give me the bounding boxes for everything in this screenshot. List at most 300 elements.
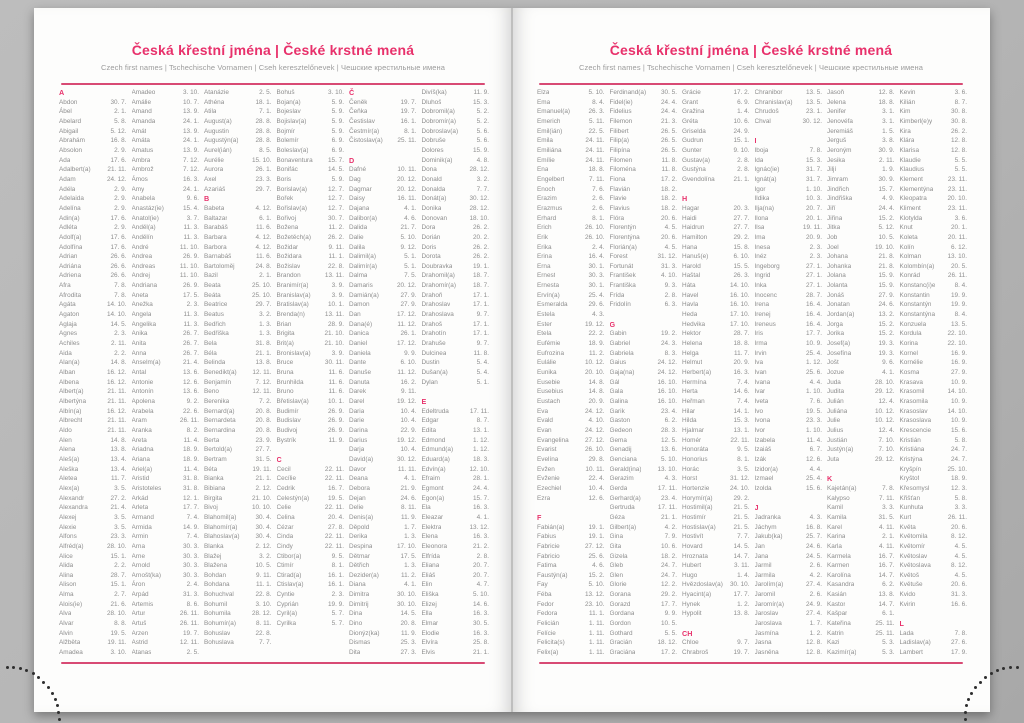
name-day-date: 14. 10. [106,301,127,309]
name-day-date: 19. 12. [584,320,605,328]
first-name: Hostimil(a) [682,504,713,512]
name-day-entry [610,629,678,639]
name-day-date: 22. 10. [947,330,967,338]
name-day-entry [204,127,272,137]
first-name: Bianka [204,475,224,483]
first-name: Hroznata [682,552,708,560]
name-day-entry [204,214,272,224]
name-day-date: 12. 3. [951,484,967,492]
first-name: Alida [59,562,74,570]
name-day-entry [900,136,968,146]
name-day-entry [132,368,200,378]
name-day-date: 28. 8. [255,127,272,135]
blank-row [682,619,750,629]
first-name: Dalimír(a) [349,262,378,270]
name-day-entry [204,378,272,388]
name-day-entry [132,194,200,204]
name-day-entry [349,619,417,629]
first-name: Deana [349,475,368,483]
page-title: Česká křestní jména | České krstné mená [131,42,415,58]
name-day-entry [537,349,605,359]
name-day-entry [132,474,200,484]
first-name: Cecil [276,465,291,473]
name-day-date: 29. 2. [733,494,750,502]
first-name: Albín(a) [59,407,82,415]
first-name: Gražina [682,108,705,116]
name-day-date: 5. 3. [882,639,895,647]
name-day-entry [59,648,127,658]
name-day-entry [900,358,968,368]
name-day-entry [277,204,345,214]
name-day-date: 26. 9. [183,282,199,290]
first-name: Fabricio [537,552,560,560]
first-name: Adelína [59,204,81,212]
name-day-date: 5. 5. [664,629,677,637]
name-day-entry [610,387,678,397]
name-day-date: 25. 11. [397,137,417,145]
first-name: Josef(a) [827,340,851,348]
name-day-date: 11. 10. [179,262,199,270]
name-day-date: 27. 4. [806,610,822,618]
name-day-entry [900,320,968,330]
name-day-date: 16. 11. [397,195,417,203]
name-day-date: 2. 2. [114,349,127,357]
name-day-entry [132,243,200,253]
first-name: Dorián [421,233,441,241]
name-day-entry [537,223,605,233]
first-name: Bohuslava [204,639,234,647]
name-day-entry [610,368,678,378]
name-day-entry [682,552,750,562]
name-day-date: 10. 5. [661,620,677,628]
name-day-entry [610,291,678,301]
name-day-entry [349,204,417,214]
first-name: Egon(a) [421,494,445,502]
name-day-date: 22. 11. [324,533,344,541]
name-day-entry [682,561,750,571]
name-day-date: 1. 10. [806,426,822,434]
name-day-entry [349,262,417,272]
first-name: Amy [131,185,145,193]
name-day-entry [755,426,823,436]
name-day-date: 12. 8. [806,649,822,657]
name-day-entry [537,397,605,407]
name-day-date: 11. 1. [255,581,272,589]
first-name: Denis(a) [349,513,374,521]
name-day-date: 15. 2. [878,320,895,328]
name-day-entry [537,590,605,600]
name-day-date: 13. 4. [110,465,127,473]
name-day-entry [422,358,490,368]
first-name: Božidar [276,243,299,251]
name-day-entry [900,648,968,658]
first-name: Kalypso [827,494,850,502]
first-name: Andrea [131,253,153,261]
name-day-entry [277,387,345,397]
name-day-date: 16. 12. [106,378,127,386]
name-day-date: 16. 2. [400,378,417,386]
name-day-entry [59,619,127,629]
name-day-date: 8. 1. [737,455,750,463]
first-name: Irma [754,340,768,348]
name-day-entry [900,600,968,610]
first-name: Irvin [754,349,767,357]
name-day-date: 7. 1. [259,108,272,116]
name-day-entry [59,638,127,648]
name-day-entry [827,127,895,137]
name-day-entry [610,436,678,446]
name-day-date: 4. 5. [954,552,967,560]
name-day-date: 27. 9. [878,291,895,299]
name-day-date: 22. 11. [324,475,344,483]
first-name: Kevin [899,89,916,96]
name-day-date: 18. 8. [588,166,605,174]
name-day-entry [277,98,345,108]
first-name: Jiljí [827,166,837,174]
name-day-date: 27. 1. [806,282,822,290]
first-name: Horác [682,465,700,473]
first-name: Dimitra [349,591,370,599]
name-day-entry [349,436,417,446]
first-name: Ariana [131,455,150,463]
name-day-date: 11. 7. [110,475,127,483]
name-day-date: 20. 10. [947,195,967,203]
first-name: Irena [754,301,770,309]
name-day-entry [422,484,490,494]
section-letter: I [754,136,757,146]
name-day-date: 24. 4. [661,108,677,116]
first-name: Adéla [59,185,76,193]
first-name: Cecílie [276,475,297,483]
name-day-entry [682,310,750,320]
first-name: Bohumila [204,610,231,618]
corner-dot [56,704,59,707]
first-name: Korina [899,340,918,348]
name-day-date: 17. 5. [183,291,199,299]
name-day-entry [827,358,895,368]
first-name: Květa [899,523,916,531]
name-day-entry [59,281,127,291]
name-day-entry [537,580,605,590]
first-name: Alma [59,591,74,599]
name-day-date: 17. 1. [473,301,489,309]
first-name: Ivona [754,417,771,425]
name-day-entry [204,117,272,127]
name-day-entry [537,320,605,330]
name-day-date: 1. 7. [809,620,822,628]
first-name: Hedvika [682,320,706,328]
name-day-entry [59,465,127,475]
first-name: Adelaida [59,195,84,203]
name-day-entry [610,523,678,533]
corner-dot [12,666,15,669]
name-day-date: 3. 1. [882,117,895,125]
name-day-date: 24. 12. [657,359,677,367]
first-name: Kornélie [899,359,923,367]
name-day-date: 26. 3. [588,108,605,116]
name-day-date: 6. 3. [664,301,677,309]
first-name: Gerda [609,484,628,492]
first-name: Florentýna [609,233,640,241]
first-name: Dana(é) [349,320,373,328]
name-day-date: 24. 1. [183,137,199,145]
name-day-date: 20. 3. [733,204,750,212]
name-day-entry [827,648,895,658]
name-day-entry [349,233,417,243]
name-day-entry [422,648,490,658]
first-name: Gina [609,533,623,541]
name-day-entry [132,638,200,648]
name-day-date: 14. 10. [947,407,967,415]
first-name: Břetislav(a) [276,398,309,405]
name-day-date: 11. 4. [183,436,199,444]
first-name: Brigita [276,330,295,338]
first-name: Hagar [682,204,700,212]
first-name: Emiliána [537,146,562,154]
name-day-entry [827,629,895,639]
section-letter: H [682,194,688,204]
name-day-date: 4. 4. [809,465,822,473]
name-day-entry [755,484,823,494]
name-day-entry [755,185,823,195]
first-name: Bystrík [276,436,297,444]
name-day-date: 19. 10. [874,243,895,251]
name-day-entry [900,368,968,378]
first-name: Honorius [682,455,708,463]
name-day-entry [204,339,272,349]
first-name: Alfons [59,533,77,541]
first-name: Filemon [609,117,633,125]
name-day-date: 5. 4. [476,359,489,367]
name-day-date: 4. 12. [255,204,272,212]
name-day-entry [204,638,272,648]
name-day-date: 16. 12. [106,369,127,377]
name-day-date: 22. 2. [588,330,605,338]
name-day-date: 11. 11. [397,465,417,473]
name-day-entry [277,590,345,600]
name-day-entry [827,426,895,436]
name-day-date: 27. 2. [110,494,127,502]
first-name: Krasava [899,378,923,386]
name-day-entry [277,107,345,117]
name-day-entry [682,271,750,281]
first-name: Hubert [682,562,702,570]
name-day-date: 12. 8. [806,639,822,647]
first-name: Ivana [754,378,771,386]
first-name: Budimír [276,407,299,415]
name-day-date: 11. 9. [400,513,417,521]
name-day-entry [610,262,678,272]
name-day-entry [204,358,272,368]
name-day-entry [132,455,200,465]
name-day-date: 7. 7. [737,533,750,541]
first-name: Chranibor [754,89,783,96]
name-day-entry [277,580,345,590]
first-name: Griselda [682,127,706,135]
first-name: Gudrun [682,137,704,145]
first-name: Eva [537,407,549,415]
page-gutter [511,8,513,712]
name-day-date: 14. 7. [878,571,895,579]
name-day-date: 4. 5. [664,243,677,251]
first-name: Danica [349,330,369,338]
first-name: Ilja(na) [754,204,775,212]
first-name: Etela [537,330,552,338]
name-day-date: 3. 2. [259,552,272,560]
first-name: Gorana [609,591,631,599]
first-name: Alžběta [59,639,81,647]
name-day-entry [610,349,678,359]
section-letter: Č [349,88,355,97]
name-day-date: 5. 7. [331,620,344,628]
name-day-date: 8. 3. [664,349,677,357]
name-day-date: 8. 5. [259,146,272,154]
name-day-date: 10. 4. [588,484,605,492]
name-day-entry [755,629,823,639]
name-day-date: 3. 9. [331,349,344,357]
first-name: Filoména [609,166,636,174]
name-day-date: 2. 12. [255,484,272,492]
name-day-entry [900,310,968,320]
name-day-date: 21. 11. [107,398,127,405]
name-day-date: 20. 5. [951,262,967,270]
name-day-date: 5. 9. [331,127,344,135]
name-day-date: 3. 5. [114,513,127,521]
name-day-date: 9. 5. [331,552,344,560]
name-day-entry [755,204,823,214]
name-day-entry [349,349,417,359]
first-name: Izabela [754,436,776,444]
name-day-date: 21. 10. [324,340,344,348]
name-day-entry [682,638,750,648]
first-name: Bohdana [204,581,230,589]
name-day-entry [132,300,200,310]
name-day-date: 13. 6. [183,388,199,396]
name-day-entry [900,494,968,504]
name-day-date: 30. 12. [802,117,822,125]
name-day-entry [755,571,823,581]
name-day-entry [827,503,895,513]
first-name: Adrian [59,253,78,261]
name-day-date: 1. 10. [806,185,822,193]
name-day-entry [277,291,345,301]
name-day-entry [277,88,345,98]
name-day-entry [277,349,345,359]
name-day-entry [537,474,605,484]
first-name: Armand [131,513,154,521]
first-name: Eufémie [537,340,561,348]
first-name: Drahomil(a) [421,272,455,280]
name-day-entry [349,648,417,658]
name-day-date: 24. 3. [661,340,677,348]
name-day-date: 8. 2. [186,426,199,434]
first-name: Eusebius [537,388,564,396]
first-name: Kristiána [899,446,925,454]
name-day-date: 13. 10. [657,465,677,473]
name-day-entry [682,426,750,436]
name-day-entry [277,542,345,552]
name-day-date: 13. 5. [806,98,822,106]
name-day-entry [827,165,895,175]
name-day-entry [537,552,605,562]
name-day-entry [204,185,272,195]
name-day-date: 16. 4. [806,320,822,328]
name-day-entry [422,474,490,484]
first-name: Ivar [754,388,766,396]
name-day-date: 19. 1. [588,533,605,541]
name-day-date: 19. 11. [107,639,127,647]
name-day-date: 31. 12. [657,253,677,261]
name-day-entry [827,368,895,378]
first-name: Borislav(a) [276,185,308,193]
name-day-date: 3. 5. [114,484,127,492]
name-day-entry [59,426,127,436]
first-name: Cinda [276,533,294,541]
first-name: Adam [59,175,76,183]
name-day-entry [900,523,968,533]
first-name: Hilda [682,417,697,425]
name-day-entry [204,629,272,639]
first-name: Areta [131,436,147,444]
first-name: August(a) [204,117,232,125]
first-name: Havla [682,301,699,309]
first-name: Abrahám [59,137,85,145]
name-day-entry [277,436,345,446]
name-day-entry [827,243,895,253]
name-day-date: 6. 10. [400,359,417,367]
first-name: Bořivoj [276,214,297,222]
name-day-entry [755,291,823,301]
name-day-entry [59,252,127,262]
name-day-entry [682,223,750,233]
name-day-date: 31. 7. [806,166,822,174]
first-name: Bořek [276,195,294,203]
name-day-date: 17. 7. [733,591,750,599]
first-name: Flóra [609,214,625,222]
name-day-date: 15. 8. [733,243,750,251]
name-day-date: 13. 12. [584,591,605,599]
first-name: Bolemír [276,137,299,145]
name-day-entry [132,107,200,117]
name-day-date: 17. 11. [657,484,677,492]
name-day-date: 9. 10. [733,146,750,154]
name-day-entry [204,465,272,475]
name-day-entry [827,291,895,301]
name-day-date: 6. 1. [882,610,895,618]
page-left-header [34,42,512,72]
first-name: Ambra [131,156,151,164]
first-name: Gabriel [609,340,631,348]
name-day-date: 20. 6. [951,581,967,589]
first-name: Edmond [421,436,446,444]
name-day-date: 25. 4. [806,349,822,357]
first-name: Iboja [754,146,769,154]
first-name: Belinda [204,359,226,367]
name-day-date: 5. 7. [331,610,344,618]
name-day-entry [755,397,823,407]
name-day-entry [204,397,272,407]
name-day-entry [610,609,678,619]
blank-row [900,609,968,619]
first-name: Dina [349,610,363,618]
name-day-entry [132,436,200,446]
name-day-date: 13. 8. [110,446,127,454]
first-name: Božena [276,224,299,232]
name-day-entry [610,474,678,484]
name-day-entry [755,436,823,446]
name-day-entry [537,445,605,455]
name-day-entry [827,387,895,397]
